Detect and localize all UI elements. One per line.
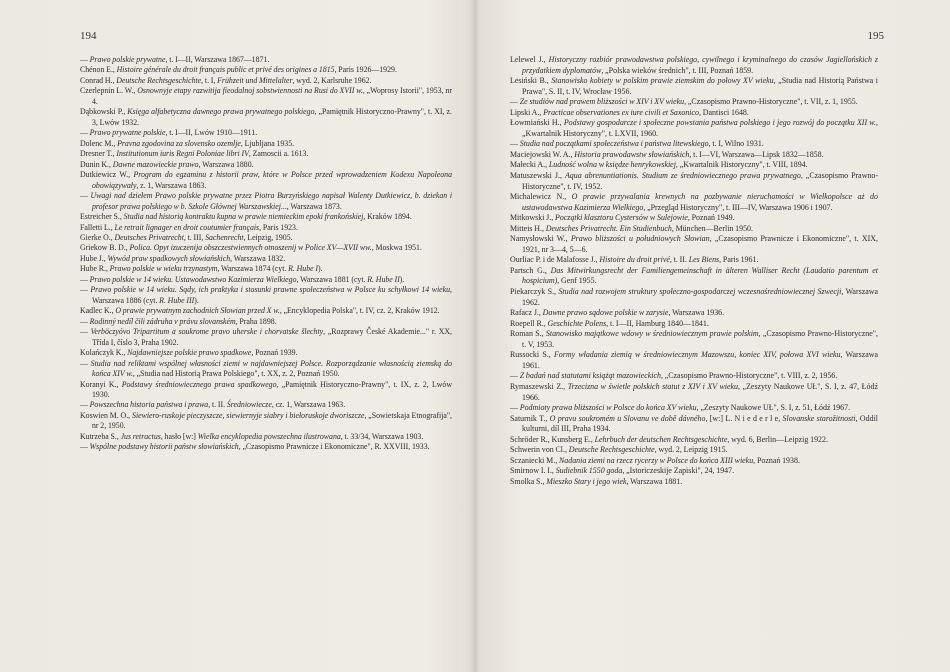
entry-text: Kolańczyk K.,: [80, 348, 128, 358]
entry-text: Matuszewski J.,: [510, 171, 565, 181]
bibliography-entry: [80, 76, 452, 86]
entry-text: Partsch G.,: [510, 265, 551, 275]
entry-title: Stanowisko majątkowe wdowy w średniowiecznym prawie polskim: [545, 329, 759, 339]
entry-text: Saturnik T.,: [510, 413, 550, 423]
entry-text: , „Polska wieków średnich", t. III, Poznań 1859.: [601, 65, 754, 75]
entry-text: ).: [318, 264, 323, 274]
entry-title: Wywód praw spadkowych słowiańskich: [107, 253, 231, 263]
bibliography-entry: [510, 445, 878, 456]
entry-title: Frühzeit und Mittelalter: [217, 75, 293, 85]
entry-title: Stanowisko kobiety w polskim prawie ziemskim do połowy XV wieku: [551, 76, 774, 86]
entry-text: Mitteis H.,: [510, 223, 546, 233]
entry-text: Russocki S.,: [510, 350, 554, 360]
bibliography-entry: [80, 442, 452, 452]
entry-text: Dąbkowski P.,: [80, 107, 128, 117]
entry-text: , wyd. 2, Karlsruhe 1962.: [292, 75, 372, 85]
entry-title: Najdawniejsze polskie prawo spadkowe: [127, 348, 252, 358]
entry-title: Studia nad początkami społeczeństwa i państwa litewskiego: [519, 139, 709, 149]
bibliography-entry: [80, 380, 452, 401]
entry-title: R. Hube III: [159, 295, 195, 305]
entry-text: Dunin K.,: [80, 159, 113, 169]
entry-text: Hube J.,: [80, 253, 108, 263]
entry-text: , t. II.: [208, 400, 227, 410]
entry-title: Księga alfabetyczna dawnego prawa prywatnego polskiego: [127, 107, 315, 117]
entry-text: , Warszawa 1874 (cyt.: [217, 264, 289, 274]
entry-title: Prawo polskie w 14 wieku. Ustawodawstwo Kazimierza Wielkiego: [89, 274, 297, 284]
entry-text: Hube R.,: [80, 264, 110, 274]
entry-text: , „Studia nad Historią Państwa i Prawa", S. II, t. IV, Wrocław 1956.: [522, 76, 878, 96]
bibliography-entry: [510, 308, 878, 319]
entry-title: R. Hube I: [288, 264, 319, 274]
bibliography-entry: [510, 97, 878, 108]
entry-title: Prawo polskie w wieku trzynastym: [109, 264, 218, 274]
right-page: [475, 0, 950, 672]
entry-title: Wspólne podstawy historii państw słowiańskich: [89, 442, 239, 452]
entry-title: Slovanske starožitnosti: [782, 413, 856, 423]
bibliography-entry: [80, 306, 452, 316]
bibliography-entry: [510, 329, 878, 350]
entry-text: , Zamoscii a. 1613.: [248, 149, 309, 159]
entry-text: Kadlec K.,: [80, 306, 116, 316]
entry-title: Histoire du droit privé: [599, 255, 670, 265]
entry-text: , „Przegląd Historyczny", t. III—IV, Warszawa 1906 i 1907.: [643, 202, 833, 212]
entry-text: , „Czasopismo Prawno-Historyczne", t. V, 1953.: [522, 329, 878, 349]
entry-text: , cz. 1, Warszawa 1963.: [271, 400, 346, 410]
entry-title: Z badań nad statutami książąt mazowieckich: [519, 371, 661, 381]
bibliography-entry: [80, 223, 452, 233]
entry-title: Deutsche Rechtsgeschichte: [116, 75, 202, 85]
entry-text: , Poznań 1938.: [753, 455, 800, 465]
entry-title: Deutsche Rechtsgeschichte: [568, 445, 655, 455]
bibliography-list: [80, 55, 452, 453]
bibliography-entry: [80, 411, 452, 432]
entry-text: , t. I—II, Warszawa 1867—1871.: [165, 55, 270, 64]
entry-text: Smolka S.,: [510, 476, 547, 486]
entry-title: Nadania ziemi na rzecz rycerzy w Polsce do końca XIII wieku: [558, 455, 754, 465]
entry-title: R. Hube II: [367, 274, 400, 284]
entry-text: , t. I,: [201, 75, 218, 85]
bibliography-entry: [80, 86, 452, 107]
entry-title: Siewiero-ruskoje pieczyszcze, siewiernyje siabry i biełoruskoje dworiszcze: [132, 410, 365, 420]
entry-text: , „Sowietskaja Etnografija", nr 2, 1950.: [92, 410, 452, 431]
entry-text: , Poznań 1949.: [687, 213, 735, 223]
entry-title: Pravna zgodovina za slovensko ozemlje: [117, 138, 241, 148]
entry-text: , [w:] L. N i e d e r l e,: [705, 413, 783, 423]
bibliography-entry: [80, 254, 452, 264]
entry-text: , t. I—II, Hamburg 1840—1841.: [606, 318, 709, 328]
bibliography-entry: [510, 224, 878, 235]
entry-title: Dawne prawo sądowe polskie w zarysie: [542, 308, 669, 318]
bibliography-entry: [80, 128, 452, 138]
bibliography-entry: [510, 403, 878, 414]
entry-text: , t. I, Wilno 1931.: [708, 139, 764, 149]
entry-text: , Dantisci 1648.: [699, 107, 749, 117]
entry-text: Gierke O.,: [80, 232, 115, 242]
entry-title: Ludność wolna w księdze henrykowskiej: [548, 160, 676, 170]
page-number: 194: [80, 30, 97, 42]
entry-text: Michalewicz N.,: [510, 192, 572, 202]
entry-text: , t. I—VI, Warszawa—Lipsk 1832—1858.: [689, 149, 824, 159]
entry-title: Historyczny rozbiór prawodawstwa polskiego, cywilnego i kryminalnego do czasów Jagiellońskich z przydatkiem dyplomatów: [522, 55, 879, 75]
entry-text: Falletti L.,: [80, 222, 115, 232]
entry-title: Das Mitwirkungsrecht der Familiengemeinschaft in älteren Walliser Recht (Laudatio parentum et hospicium): [522, 265, 878, 286]
entry-text: —: [80, 128, 90, 138]
entry-text: Sczaniecki M.,: [510, 455, 559, 465]
entry-title: Histoire générale du droit français public et privé des origines a 1815: [116, 65, 335, 75]
entry-text: —: [80, 358, 91, 368]
entry-title: Aqua abrenuntiationis. Studium ze średniowiecznego prawa prywatnego: [564, 171, 801, 181]
bibliography-entry: [510, 319, 878, 330]
entry-text: , „Czasopismo Prawno-Historyczne", t. IV, 1952.: [522, 171, 879, 191]
entry-text: , Warszawa 1886 (cyt.: [92, 285, 452, 305]
entry-text: , „Czasopismo Prawnicze i Ekonomiczne", t. XIX, 1921, nr 3—4, 5—6.: [522, 234, 878, 254]
bibliography-entry: [510, 139, 878, 150]
bibliography-entry: [510, 213, 878, 224]
entry-text: —: [80, 442, 90, 452]
entry-text: , Moskwa 1951.: [371, 243, 422, 253]
entry-text: , Kraków 1894.: [363, 212, 412, 222]
entry-text: , „Zeszyty Naukowe UŁ", S. I, z. 51, Łódź 1967.: [696, 403, 851, 413]
entry-text: —: [510, 371, 520, 381]
entry-text: Kutrzeba S.,: [80, 431, 121, 441]
entry-title: Rodinný nedíl čili zádruha v právu slovanském: [89, 316, 236, 326]
entry-text: , „Istoriczeskije Zapiski", 24, 1947.: [622, 466, 735, 476]
entry-text: , Warszawa 1936.: [668, 308, 725, 318]
entry-text: , Leipzig, 1905.: [243, 232, 293, 242]
entry-title: Les Biens: [688, 255, 720, 265]
entry-text: , Warszawa 1880.: [198, 159, 254, 169]
entry-title: O prawie prywatnym zachodnich Słowian przed X w.: [115, 306, 280, 316]
entry-text: , t. III,: [183, 232, 206, 242]
bibliography-entry: [80, 107, 452, 128]
entry-text: —: [80, 327, 91, 337]
entry-text: Koranyi K.,: [80, 379, 122, 389]
entry-title: Ze studiów nad prawem bliższości w XIV i XV wieku: [519, 97, 685, 107]
entry-text: , t. 33/34, Warszawa 1903.: [340, 431, 424, 441]
bibliography-entry: [510, 118, 878, 139]
entry-text: Czerlepnin L. W.,: [80, 86, 138, 96]
entry-title: Jus retractus: [120, 431, 161, 441]
bibliography-entry: [80, 348, 452, 358]
bibliography-entry: [510, 234, 878, 255]
entry-text: —: [80, 274, 90, 284]
bibliography-entry: [80, 264, 452, 274]
entry-title: Deutsches Privatrecht. Ein Studienbuch: [545, 223, 672, 233]
entry-text: , Praha 1898.: [235, 316, 277, 326]
bibliography-entry: [80, 212, 452, 222]
entry-text: —: [510, 403, 520, 413]
entry-text: ..., Warszawa 1873.: [280, 201, 342, 211]
entry-text: Dresner T.,: [80, 149, 117, 159]
entry-title: Institutionum iuris Regni Poloniae libri IV: [116, 149, 249, 159]
entry-text: Dutkiewicz W.,: [80, 170, 134, 180]
entry-text: , „Rozprawy České Akademie..." r. XX, Třída I, číslo 3, Praha 1902.: [92, 327, 453, 347]
bibliography-entry: [80, 65, 452, 75]
bibliography-entry: [80, 285, 452, 306]
entry-text: Małecki A.,: [510, 160, 549, 170]
bibliography-entry: [510, 150, 878, 161]
page-number: 195: [867, 30, 884, 42]
entry-text: , wyd. 2, Leipzig 1915.: [654, 445, 728, 455]
entry-title: Prawo polskie w 14 wieku. Sądy, ich praktyka i stosunki prawne społeczeństwa w Polsce ku schyłkowi 14 wieku: [90, 285, 451, 295]
bibliography-entry: [80, 170, 452, 191]
entry-text: , Warszawa 1961.: [522, 350, 879, 370]
bibliography-entry: [80, 317, 452, 327]
entry-text: , „Encyklopedia Polska", t. IV, cz. 2, Kraków 1912.: [279, 306, 440, 316]
bibliography-entry: [510, 160, 878, 171]
entry-text: Schwerin von Cl.,: [510, 445, 569, 455]
entry-text: , Genf 1955.: [557, 276, 597, 286]
entry-text: , „Woprosy Istorii", 1953, nr 4.: [92, 86, 452, 106]
bibliography-entry: [510, 435, 878, 446]
entry-text: , Poznań 1939.: [251, 348, 298, 358]
bibliography-entry: [510, 255, 878, 266]
entry-text: Griekow B. D.,: [80, 243, 130, 253]
entry-title: Practicae observationes ex iure civili et Saxonico: [543, 107, 700, 117]
bibliography-entry: [510, 266, 878, 287]
entry-title: Uwagi nad dziełem Prawo polskie prywatne przez Piotra Burzyńskiego napisał Walenty Dutkiewicz, b. dziekan i profesor prawa polskiego w b. Szkole Głównej Warszawskiej: [90, 191, 453, 211]
bibliography-entry: [510, 287, 878, 308]
entry-text: , hasło [w:]: [160, 431, 198, 441]
entry-title: Prawo polskie prywatne: [89, 55, 166, 64]
entry-title: Trzecizna w świetle polskich statut z XIV i XV wieku: [567, 381, 739, 391]
entry-text: Dolenc M.,: [80, 138, 118, 148]
entry-title: Deutsches Privatrecht: [114, 232, 184, 242]
entry-text: Lipski A.,: [510, 107, 544, 117]
entry-text: —: [80, 400, 90, 410]
entry-text: Conrad H.,: [80, 75, 117, 85]
entry-title: Podmioty prawa bliższości w Polsce do końca XV wieku: [519, 403, 697, 413]
bibliography-entry: [510, 414, 878, 435]
entry-title: Historia prawodawstw słowiańskich: [574, 149, 690, 159]
bibliography-entry: [510, 108, 878, 119]
bibliography-entry: [80, 243, 452, 253]
entry-text: , „Czasopismo Prawnicze i Ekonomiczne", R. XXVIII, 1933.: [238, 442, 430, 452]
entry-title: Wielka encyklopedia powszechna ilustrowana: [197, 431, 341, 441]
bibliography-entry: [510, 456, 878, 467]
bibliography-entry: [510, 192, 878, 213]
entry-text: Schröder R., Kunsberg E.,: [510, 434, 595, 444]
entry-text: —: [80, 285, 91, 295]
bibliography-entry: [510, 350, 878, 371]
bibliography-entry: [510, 76, 878, 97]
entry-text: Rafacz J.,: [510, 308, 543, 318]
entry-text: Estreicher S.,: [80, 212, 124, 222]
entry-text: Mitkowski J.,: [510, 213, 556, 223]
bibliography-entry: [510, 371, 878, 382]
entry-title: Dawne mazowieckie prawo: [112, 159, 199, 169]
entry-text: Piekarczyk S.,: [510, 287, 559, 297]
entry-title: O prawie przywalania krewnych na pozbywanie nieruchomości w Wielkopolsce aż do ustawodawstwa Kazimierza Wielkiego: [522, 192, 878, 212]
entry-text: , „Kwartalnik Historyczny", t. LXVII, 1960.: [522, 118, 878, 138]
entry-title: Sachenrecht: [205, 232, 244, 242]
entry-title: Lehrbuch der deutschen Rechtsgeschichte: [594, 434, 728, 444]
bibliography-entry: [80, 55, 452, 65]
bibliography-entry: [80, 149, 452, 159]
entry-title: O pravu soukromém u Slovanu ve době dávného: [549, 413, 706, 423]
bibliography-list: [510, 55, 878, 487]
entry-text: , „Pamiętnik Historyczno-Prawny", t. XI, z. 3, Lwów 1932.: [92, 107, 452, 127]
bibliography-entry: [80, 275, 452, 285]
entry-title: Powszechna historia państwa i prawa: [89, 400, 209, 410]
entry-title: Mieszko Stary i jego wiek: [546, 476, 627, 486]
entry-text: , „Czasopismo Prawno-Historyczne", t. VIII, z. 2, 1956.: [660, 371, 838, 381]
entry-title: Prawo bliższości u południowych Słowian: [570, 234, 710, 244]
entry-text: Maciejowski W. A.,: [510, 149, 575, 159]
entry-text: , t. I—II, Lwów 1910—1911.: [165, 128, 258, 138]
entry-title: Sudiebnik 1550 goda: [555, 466, 623, 476]
entry-text: , München—Berlin 1950.: [671, 223, 754, 233]
entry-title: Podstawy gospodarcze i społeczne powstania państwa polskiego i jego rozwój do początku XII w.: [563, 118, 876, 128]
bibliography-entry: [80, 432, 452, 442]
entry-title: Osnownyje etapy razwitija fieodalnoj sobstwiennosti na Rusi do XVII w.: [137, 86, 363, 96]
entry-text: , „Zeszyty Naukowe UŁ", S. I, z. 47, Łódź 1966.: [522, 381, 878, 402]
entry-text: Rymaszewski Z.,: [510, 381, 568, 391]
entry-text: —: [80, 316, 90, 326]
entry-text: Roman S.,: [510, 329, 546, 339]
entry-title: Studia nad historią kontraktu kupna w prawie niemieckim epoki frankońskiej: [123, 212, 364, 222]
entry-text: Roepell R.,: [510, 318, 548, 328]
bibliography-entry: [510, 466, 878, 477]
entry-text: , „Studia nad Historią Prawa Polskiego", t. XX, z. 2, Poznań 1950.: [132, 369, 340, 379]
bibliography-entry: [510, 477, 878, 488]
bibliography-entry: [80, 327, 452, 348]
bibliography-entry: [510, 382, 878, 403]
entry-text: , Ljubljana 1935.: [240, 138, 295, 148]
entry-text: , Warszawa 1881 (cyt.: [296, 274, 368, 284]
entry-text: Lelewel J.,: [510, 55, 549, 64]
entry-title: Podstawy średniowiecznego prawa spadkowego: [121, 379, 277, 389]
entry-text: , z. 1, Warszawa 1863.: [136, 180, 207, 190]
entry-text: , wyd. 6, Berlin—Leipzig 1922.: [727, 434, 828, 444]
entry-title: Prawo prywatne polskie: [89, 128, 166, 138]
entry-title: Początki klasztoru Cystersów w Sulejowie: [555, 213, 688, 223]
entry-text: , Paris 1926—1929.: [334, 65, 397, 75]
entry-text: , Paris 1923.: [259, 222, 298, 232]
entry-text: —: [510, 139, 520, 149]
entry-title: Geschichte Polens: [547, 318, 607, 328]
bibliography-entry: [80, 359, 452, 380]
bibliography-entry: [80, 400, 452, 410]
entry-text: Łowmiański H.,: [510, 118, 564, 128]
entry-text: , „Czasopismo Prawno-Historyczne", t. VII, z. 1, 1955.: [684, 97, 858, 107]
entry-title: Verböczyóvo Tripartitum a soukrome pravo uherske i chorvatske šlechty: [90, 327, 324, 337]
entry-title: Studia nad reliktami wspólnej własności ziemi w najdawniejszej Polsce. Rozporządzanie własnością ziemską do końca XIV w.: [90, 358, 452, 379]
entry-text: —: [80, 55, 90, 64]
entry-text: , Paris 1961.: [719, 255, 759, 265]
entry-title: Formy władania ziemią w średniowiecznym Mazowszu, koniec XIV, połowa XVI wieku: [553, 350, 841, 360]
entry-text: Koswien M. O.,: [80, 410, 133, 420]
entry-text: , „Pamiętnik Historyczno-Prawny", t. IX, z. 2, Lwów 1930.: [92, 379, 452, 399]
bibliography-entry: [80, 160, 452, 170]
entry-text: , t. II.: [669, 255, 689, 265]
entry-text: Namysłowski W.,: [510, 234, 571, 244]
entry-text: —: [510, 97, 520, 107]
entry-title: Le retrait lignager en droit coutumier français: [114, 222, 260, 232]
bibliography-entry: [80, 233, 452, 243]
entry-text: Ourliac P. i de Malafosse J.,: [510, 255, 600, 265]
bibliography-entry: [510, 55, 878, 76]
entry-text: , Warszawa 1881.: [626, 476, 683, 486]
entry-text: ).: [194, 295, 199, 305]
bibliography-entry: [510, 171, 878, 192]
entry-text: , „Kwartalnik Historyczny", t. VIII, 1894.: [675, 160, 808, 170]
entry-text: , Warszawa 1832.: [230, 253, 286, 263]
entry-title: Studia nad rozwojem struktury społeczno-gospodarczej wczesnośredniowiecznej Szwecji: [558, 287, 842, 297]
entry-text: —: [80, 191, 91, 201]
entry-text: Lesiński B.,: [510, 76, 552, 86]
bibliography-entry: [80, 191, 452, 212]
entry-title: Polica. Opyt izuczenija obszczestwiennych otnoszenij w Police XV—XVII ww.: [129, 243, 372, 253]
entry-text: Smirnow I. I.,: [510, 466, 556, 476]
entry-title: Program do egzaminu z historii praw, które w Polsce przed wprowadzeniem Kodexu Napoleona obowiązywały: [92, 170, 452, 190]
entry-text: , Oddil kulturni, díl III, Praha 1934.: [522, 413, 878, 434]
entry-text: ).: [399, 274, 405, 284]
entry-text: Chénon E.,: [80, 65, 117, 75]
bibliography-entry: [80, 139, 452, 149]
entry-text: , Warszawa 1962.: [522, 287, 878, 307]
entry-title: Średniowiecze: [226, 400, 272, 410]
